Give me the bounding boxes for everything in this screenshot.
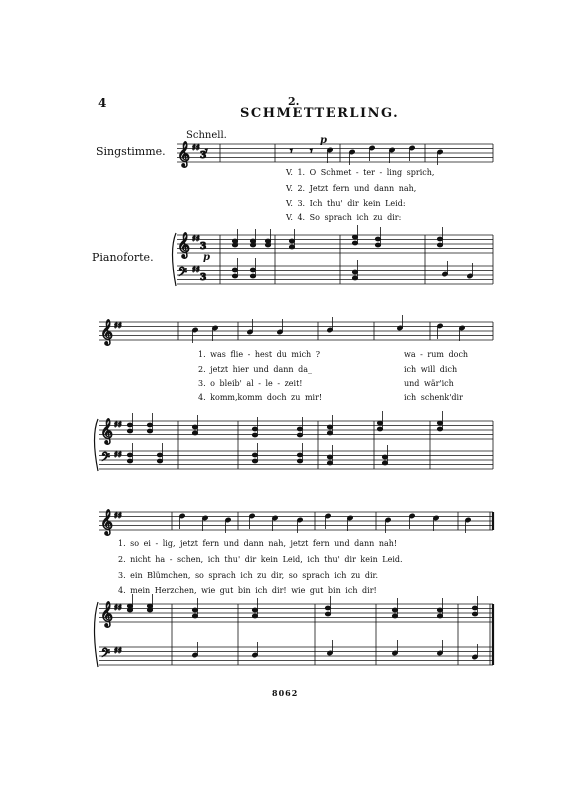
chord-note (437, 427, 442, 431)
chord-note (325, 612, 330, 616)
treble-clef: 𝄞 (177, 142, 191, 167)
chord-note (352, 235, 357, 239)
chord-note (352, 270, 357, 274)
lyric-line: wa - rum doch (404, 350, 469, 359)
lyric-line: ich will dich (404, 365, 458, 374)
chord-note (192, 425, 197, 429)
chord-note (327, 455, 332, 459)
dynamic-marking-piano: p (203, 252, 210, 263)
chord-note (192, 608, 197, 612)
chord-note (252, 608, 257, 612)
bass-clef: 𝄢 (101, 647, 111, 663)
chord-note (375, 243, 380, 247)
treble-clef: 𝄞 (100, 320, 114, 345)
chord-note (252, 433, 257, 437)
treble-clef: 𝄞 (100, 419, 114, 444)
chord-note (437, 614, 442, 618)
chord-note (127, 453, 132, 457)
bass-clef: 𝄢 (178, 266, 188, 282)
piano-label: Pianoforte. (92, 251, 154, 264)
key-signature: ♯♯ (114, 321, 122, 330)
chord-note (392, 614, 397, 618)
chord-note (127, 429, 132, 433)
chord-note (192, 614, 197, 618)
chord-note (437, 608, 442, 612)
key-signature: ♯♯ (114, 420, 122, 429)
chord-note (250, 268, 255, 272)
voice-label: Singstimme. (96, 145, 166, 158)
chord-note (192, 431, 197, 435)
chord-note (127, 604, 132, 608)
chord-note (437, 243, 442, 247)
chord-note (352, 276, 357, 280)
key-signature: ♯♯ (114, 646, 122, 655)
key-signature: ♯♯ (114, 511, 122, 520)
chord-note (392, 608, 397, 612)
chord-note (325, 606, 330, 610)
chord-note (375, 237, 380, 241)
chord-note (289, 245, 294, 249)
chord-note (147, 429, 152, 433)
lyric-line: 3. ein Blümchen, so sprach ich zu dir, so sprach ich zu dir. (118, 571, 379, 580)
chord-note (382, 461, 387, 465)
rest: 𝄾 (205, 146, 208, 157)
lyric-line: 3. o bleib' al - le - zeit! (198, 379, 303, 388)
chord-note (127, 423, 132, 427)
chord-note (147, 608, 152, 612)
lyric-line: 4. mein Herzchen, wie gut bin ich dir! wie gut bin ich dir! (118, 586, 377, 595)
rest: 𝄾 (290, 146, 293, 157)
chord-note (327, 431, 332, 435)
chord-note (250, 274, 255, 278)
plate-number: 8062 (272, 688, 299, 698)
chord-note (157, 459, 162, 463)
lyric-line: V. 1. O Schmet - ter - ling sprich, (286, 168, 435, 177)
key-signature: ♯♯ (192, 143, 200, 152)
chord-note (297, 459, 302, 463)
piano-bass-staff (99, 647, 493, 665)
key-signature: ♯♯ (192, 265, 200, 274)
chord-note (437, 421, 442, 425)
chord-note (377, 421, 382, 425)
chord-note (265, 243, 270, 247)
lyric-line: V. 4. So sprach ich zu dir: (286, 213, 402, 222)
lyric-line: 4. komm,komm doch zu mir! (198, 393, 323, 402)
chord-note (252, 459, 257, 463)
treble-clef: 𝄞 (177, 233, 191, 258)
lyric-line: 2. nicht ha - schen, ich thu' dir kein Leid, ich thu' dir kein Leid. (118, 555, 403, 564)
chord-note (297, 427, 302, 431)
chord-note (265, 239, 270, 243)
song-number: 2. (288, 95, 300, 108)
chord-note (252, 614, 257, 618)
chord-note (297, 433, 302, 437)
lyric-line: und wär'ich (404, 379, 454, 388)
chord-note (250, 239, 255, 243)
voice-staff (99, 322, 493, 340)
treble-clef: 𝄞 (100, 602, 114, 627)
lyric-line: 2. jetzt hier und dann da_ (198, 365, 312, 374)
chord-note (127, 608, 132, 612)
chord-note (252, 427, 257, 431)
chord-note (297, 453, 302, 457)
rest: 𝄾 (310, 146, 313, 157)
time-signature: 3 (200, 273, 207, 283)
lyric-line: V. 3. Ich thu' dir kein Leid: (286, 199, 406, 208)
chord-note (250, 243, 255, 247)
page-number: 4 (98, 96, 107, 110)
chord-note (327, 461, 332, 465)
piano-brace (173, 233, 177, 286)
key-signature: ♯♯ (114, 603, 122, 612)
time-signature: 3 (200, 151, 207, 161)
lyric-line: 1. was flie - hest du mich ? (198, 350, 321, 359)
lyric-line: ich schenk'dir (404, 393, 463, 402)
lyric-line: V. 2. Jetzt fern und dann nah, (286, 184, 417, 193)
chord-note (472, 606, 477, 610)
chord-note (289, 239, 294, 243)
chord-note (147, 604, 152, 608)
piano-treble-staff (177, 235, 493, 253)
chord-note (437, 237, 442, 241)
chord-note (352, 241, 357, 245)
chord-note (127, 459, 132, 463)
chord-note (147, 423, 152, 427)
chord-note (232, 268, 237, 272)
chord-note (232, 239, 237, 243)
time-signature: 3 (200, 242, 207, 252)
key-signature: ♯♯ (192, 234, 200, 243)
chord-note (252, 453, 257, 457)
chord-note (472, 612, 477, 616)
dynamic-marking-voice: p (320, 135, 327, 146)
bass-clef: 𝄢 (101, 451, 111, 467)
lyric-line: 1. so ei - lig, jetzt fern und dann nah, jetzt fern und dann nah! (118, 539, 398, 548)
tempo-marking: Schnell. (186, 130, 227, 141)
chord-note (157, 453, 162, 457)
piano-brace (95, 419, 99, 471)
treble-clef: 𝄞 (100, 510, 114, 535)
piano-treble-staff (99, 604, 493, 622)
piano-brace (95, 602, 99, 667)
chord-note (232, 243, 237, 247)
voice-staff (177, 144, 493, 162)
key-signature: ♯♯ (114, 450, 122, 459)
piano-treble-staff (99, 421, 493, 439)
chord-note (382, 455, 387, 459)
song-title: SCHMETTERLING. (240, 106, 400, 121)
chord-note (327, 425, 332, 429)
chord-note (232, 274, 237, 278)
chord-note (377, 427, 382, 431)
